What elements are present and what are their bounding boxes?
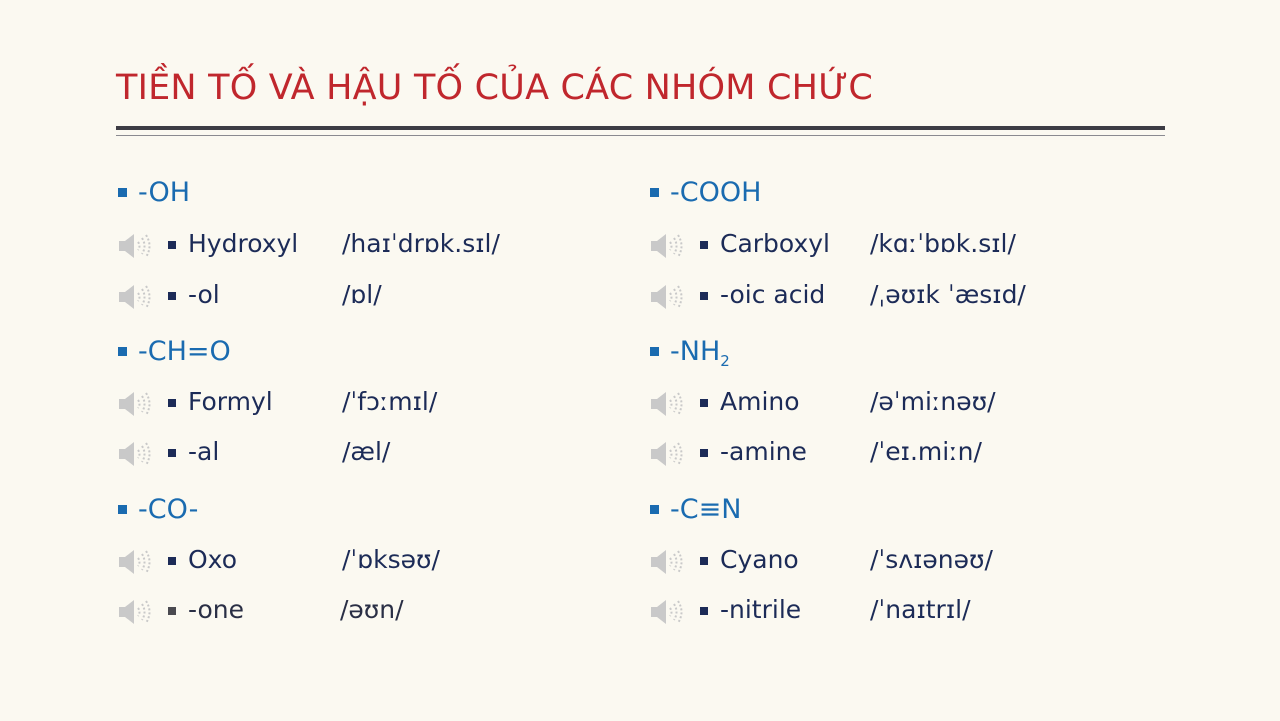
group-label: -CH=O: [138, 335, 231, 367]
item-bullet: [168, 241, 176, 249]
list-item-hydroxyl: [116, 226, 616, 266]
item-pronunciation: /ˈsʌɪənəʊ/: [870, 545, 993, 574]
item-pronunciation: /ˌəʊɪk ˈæsɪd/: [870, 280, 1026, 309]
group-label: -OH: [138, 176, 191, 208]
item-pronunciation: /ˈɒksəʊ/: [342, 545, 440, 574]
item-term: Cyano: [720, 545, 799, 574]
item-pronunciation: /ˈeɪ.miːn/: [870, 437, 982, 466]
group-heading-cooh: [650, 172, 761, 212]
item-pronunciation: /ˈnaɪtrɪl/: [870, 595, 971, 624]
group-heading-oh: [118, 172, 190, 212]
item-bullet: [700, 607, 708, 615]
item-pronunciation: /æl/: [342, 437, 391, 466]
item-term: Carboxyl: [720, 229, 830, 258]
speaker-icon[interactable]: [116, 438, 154, 470]
group-bullet: [118, 505, 127, 514]
group-bullet: [118, 188, 127, 197]
speaker-icon[interactable]: [648, 281, 686, 313]
list-item-cyano: [648, 542, 1148, 582]
item-pronunciation: /kɑːˈbɒk.sɪl/: [870, 229, 1016, 258]
speaker-icon[interactable]: [116, 596, 154, 628]
speaker-icon[interactable]: [648, 438, 686, 470]
item-bullet: [700, 292, 708, 300]
item-bullet: [168, 449, 176, 457]
group-bullet: [118, 347, 127, 356]
group-label: $-NH_2$: [670, 335, 730, 370]
item-term: Oxo: [188, 545, 237, 574]
item-bullet: [168, 292, 176, 300]
item-bullet: [700, 399, 708, 407]
speaker-icon[interactable]: [116, 281, 154, 313]
list-item-amine: [648, 434, 1148, 474]
page-title: TIỀN TỐ VÀ HẬU TỐ CỦA CÁC NHÓM CHỨC: [116, 68, 874, 108]
list-item-oic-acid: [648, 277, 1148, 317]
list-item-formyl: [116, 384, 616, 424]
item-pronunciation: /ɒl/: [342, 280, 382, 309]
group-label: -C≡N: [670, 493, 742, 525]
title-divider-thin: [116, 135, 1165, 136]
item-pronunciation: /əˈmiːnəʊ/: [870, 387, 996, 416]
item-term: -one: [188, 595, 245, 624]
group-heading-nh2: [650, 331, 730, 371]
list-item-nitrile: [648, 592, 1148, 632]
item-bullet: [168, 607, 176, 615]
title-divider-thick: [116, 126, 1165, 130]
speaker-icon[interactable]: [116, 388, 154, 420]
item-bullet: [700, 241, 708, 249]
item-bullet: [168, 399, 176, 407]
group-heading-cn: [650, 489, 741, 529]
item-term: -amine: [720, 437, 807, 466]
item-bullet: [700, 449, 708, 457]
item-pronunciation: /ˈfɔːmɪl/: [342, 387, 438, 416]
group-label: -CO-: [138, 493, 199, 525]
group-bullet: [650, 505, 659, 514]
speaker-icon[interactable]: [648, 388, 686, 420]
speaker-icon[interactable]: [116, 546, 154, 578]
item-term: Formyl: [188, 387, 273, 416]
group-label: -COOH: [670, 176, 762, 208]
item-bullet: [168, 557, 176, 565]
item-pronunciation: /haɪˈdrɒk.sɪl/: [342, 229, 500, 258]
list-item-oxo: [116, 542, 616, 582]
speaker-icon[interactable]: [648, 546, 686, 578]
item-term: -al: [188, 437, 220, 466]
item-pronunciation: /əʊn/: [340, 595, 404, 624]
group-heading-ch-o: [118, 331, 231, 371]
speaker-icon[interactable]: [648, 230, 686, 262]
list-item-al: [116, 434, 616, 474]
list-item-ol: [116, 277, 616, 317]
list-item-carboxyl: [648, 226, 1148, 266]
item-term: -ol: [188, 280, 220, 309]
item-term: Hydroxyl: [188, 229, 299, 258]
item-term: -oic acid: [720, 280, 826, 309]
item-term: Amino: [720, 387, 800, 416]
group-heading-co: [118, 489, 198, 529]
speaker-icon[interactable]: [648, 596, 686, 628]
list-item-amino: [648, 384, 1148, 424]
list-item-one: [116, 592, 616, 632]
speaker-icon[interactable]: [116, 230, 154, 262]
item-bullet: [700, 557, 708, 565]
item-term: -nitrile: [720, 595, 802, 624]
group-bullet: [650, 188, 659, 197]
group-bullet: [650, 347, 659, 356]
